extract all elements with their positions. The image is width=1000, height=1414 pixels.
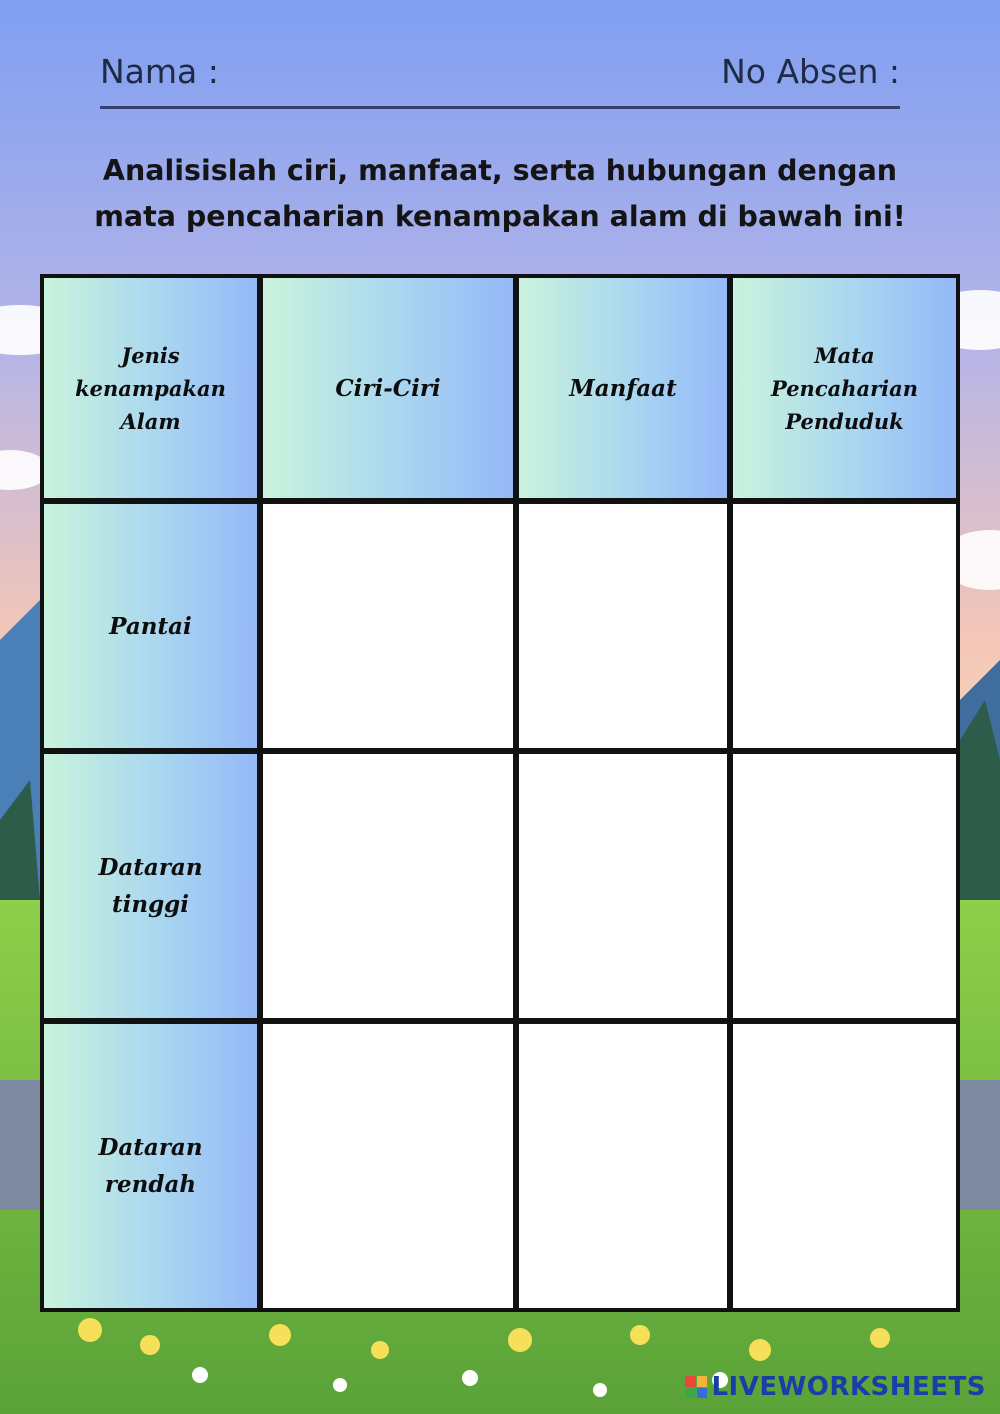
row-label-text: Pantai [109,612,192,640]
row-label-text: Dataran [98,1134,203,1161]
header-underline [100,106,900,109]
header-cell-ciri [263,278,513,498]
answer-cell[interactable] [263,504,513,748]
header-text: Penduduk [785,408,904,434]
row-label-dataran-tinggi [44,754,257,1018]
row-label-text: Dataran [98,854,203,881]
answer-cell[interactable] [519,504,727,748]
instruction-text [60,148,940,240]
name-label: Nama : [100,52,219,91]
liveworksheets-logo-text: LIVEWORKSHEETS [711,1372,986,1402]
row-label-pantai [44,504,257,748]
liveworksheets-logo-icon [685,1376,707,1398]
answer-cell[interactable] [519,754,727,1018]
header-text: Mata [814,342,875,368]
answer-cell[interactable] [733,504,956,748]
header-text: Manfaat [569,374,677,402]
row-label-text: rendah [104,1171,197,1198]
answer-cell[interactable] [263,754,513,1018]
answer-cell[interactable] [519,1024,727,1308]
row-label-text: tinggi [112,891,189,918]
instruction-line-2: mata pencaharian kenampakan alam di bawah ini! [94,200,906,233]
header-text: Ciri-Ciri [335,374,441,402]
header-text: Alam [120,408,181,434]
answer-cell[interactable] [733,1024,956,1308]
answer-cell[interactable] [263,1024,513,1308]
worksheet-table [40,274,960,1312]
student-info-header [100,52,900,102]
header-text: Pencaharian [770,375,919,401]
header-text: Jenis [121,342,180,368]
liveworksheets-watermark [685,1370,986,1404]
answer-cell[interactable] [733,754,956,1018]
header-cell-jenis [44,278,257,498]
absen-number-label: No Absen : [721,52,900,91]
instruction-line-1: Analisislah ciri, manfaat, serta hubungan dengan [102,154,898,187]
header-cell-manfaat [519,278,727,498]
row-label-dataran-rendah [44,1024,257,1308]
header-text: kenampakan [75,375,226,401]
header-cell-mata-pencaharian [733,278,956,498]
